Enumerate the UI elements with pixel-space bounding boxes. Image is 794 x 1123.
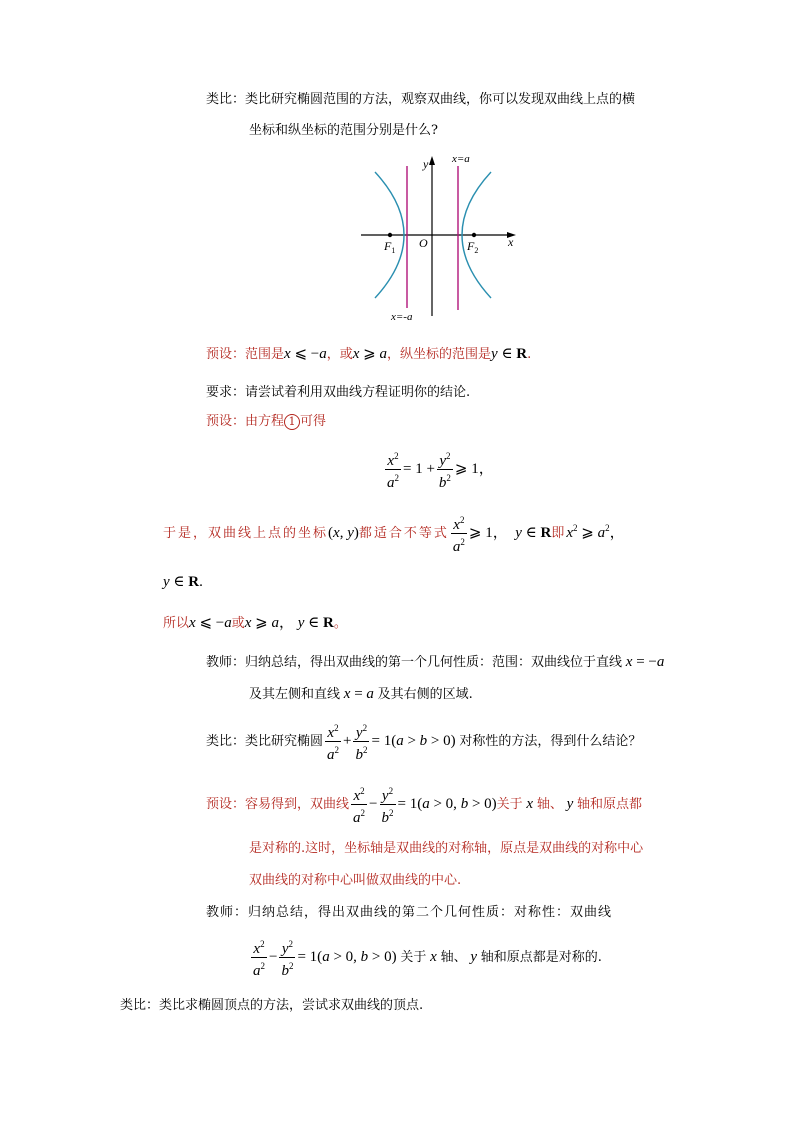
label-xa: x=a [452,153,470,165]
preset-range-line [206,345,531,364]
label-x-neg-a: x=-a [391,311,413,323]
formula-comma: ， [478,460,494,477]
math-hyperbola-equation: $\frac{x^2}{a^2}$ − $\frac{y^2}{b^2}$ = 1(a > 0, b > 0) [349,796,497,812]
analogy-vertex-line: 类比：类比求椭圆顶点的方法，尝试求双曲线的顶点. [120,998,424,1013]
preset-symmetry-text-a: 容易得到，双曲线 [245,796,350,812]
formula-x2-a2: $\frac{x^2}{a^2}$ = 1 + $\frac{y^2}{b^2}$ ⩾ 1， [383,448,494,491]
analogy-symmetry-text-a: 类比：类比研究椭圆 [206,733,324,749]
label-f1: $F_1$ [384,239,396,255]
preset-or-text: ，或 [326,347,353,362]
preset-symmetry-axis: 轴、 [536,796,563,812]
preset-y-range-text: ，纵坐标的范围是 [387,347,492,362]
teacher-summary-1-line-1 [206,653,664,672]
preset-symmetry-line-3: 双曲线的对称中心叫做双曲线的中心. [249,873,462,888]
math-inequality: $\frac{x^2}{a^2}$ ⩾ 1， y ∈ R [449,525,551,541]
math-x-eq-neg-a: x = −a [625,654,665,670]
analogy-symmetry-text-b: 对称性的方法，得到什么结论？ [459,733,642,749]
y-axis-arrow [429,156,435,165]
circled-number: 1 [284,414,300,430]
label-f2: $F_2$ [467,239,479,255]
math-point-xy: (x, y) [328,524,359,541]
y-in-r-line: y ∈ R. [163,574,203,590]
teacher-summary-1-text: 教师：归纳总结，得出双曲线的第一个几何性质：范围：双曲线位于直线 [206,655,623,670]
question-prefix: 类比： [206,92,246,107]
therefore-text: 所以 [163,616,190,631]
preset-prefix: 预设： [206,414,246,429]
therefore-or: 或 [231,616,245,631]
math-x-eq-a: x = a [343,686,374,702]
question-line-2: 坐标和纵坐标的范围分别是什么? [249,123,438,138]
therefore-end: 。 [333,616,347,631]
preset-from-equation: 由方程 [245,414,285,429]
preset-prefix: 预设： [206,796,246,812]
question-line-1 [206,91,635,109]
math-y-in-r: y ∈ R [491,346,528,362]
conclusion-text-b: 都适合不等式 [358,525,449,541]
teacher-summary-2-line-2 [249,936,602,979]
math-x-le-neg-a-2: x ⩽ −a [189,615,232,631]
math-x2-ge-a2: $x^2$ ⩾ $a^2$， [566,522,625,541]
teacher-summary-2-axis: 轴、 [440,949,467,965]
teacher-summary-2-about: 关于 [400,949,427,965]
preset-symmetry-origin: 轴和原点都 [577,796,643,812]
teacher-summary-2-origin: 轴和原点都是对称的. [480,949,602,965]
teacher-summary-2-line-1: 教师：归纳总结，得出双曲线的第二个几何性质：对称性：双曲线 [206,905,613,920]
preset-symmetry-line-2: 是对称的.这时，坐标轴是双曲线的对称轴，原点是双曲线的对称中心 [249,841,644,856]
label-origin: O [419,236,428,250]
teacher-summary-1-text-a: 及其左侧和直线 [249,687,341,702]
focus-f2-point [472,233,476,237]
y-in-r-end: . [199,574,203,590]
teacher-summary-1-line-2 [249,685,473,704]
preset-symmetry-line-1 [206,783,642,826]
math-ellipse-equation: $\frac{x^2}{a^2}$ + $\frac{y^2}{b^2}$ = 1(a > b > 0) [323,733,459,749]
math-x-axis-var-2: x [426,948,441,965]
preset-symmetry-about: 关于 [496,796,523,812]
conclusion-text-c: 即 [551,525,567,541]
math-hyperbola-equation-2: $\frac{x^2}{a^2}$ − $\frac{y^2}{b^2}$ = 1(a > 0, b > 0) [249,949,400,965]
preset-range-text: 范围是 [245,347,285,362]
math-y-axis-var-2: y [466,948,481,965]
math-x-ge-a-2: x ⩾ a， y ∈ R [244,615,334,631]
preset-equation-line [206,413,326,431]
therefore-line [163,614,347,633]
math-x-le-neg-a: x ⩽ −a [284,346,327,362]
math-y-axis-var: y [562,795,578,812]
conclusion-line [163,512,625,555]
requirement-line: 要求：请尝试着利用双曲线方程证明你的结论. [206,385,471,400]
focus-f1-point [388,233,392,237]
analogy-symmetry-line [206,720,641,763]
hyperbola-figure [355,148,525,326]
label-y: y [423,157,429,171]
preset-end: . [527,347,532,362]
question-text: 类比研究椭圆范围的方法，观察双曲线，你可以发现双曲线上点的横 [245,92,636,107]
math-x-axis-var: x [522,795,537,812]
preset-prefix: 预设： [206,347,246,362]
label-x: x [508,235,514,249]
math-x-ge-a: x ⩾ a [352,346,387,362]
teacher-summary-1-text-b: 及其右侧的区域. [377,687,473,702]
conclusion-text-a: 于是，双曲线上点的坐标 [163,525,329,541]
preset-can-get: 可得 [300,414,327,429]
